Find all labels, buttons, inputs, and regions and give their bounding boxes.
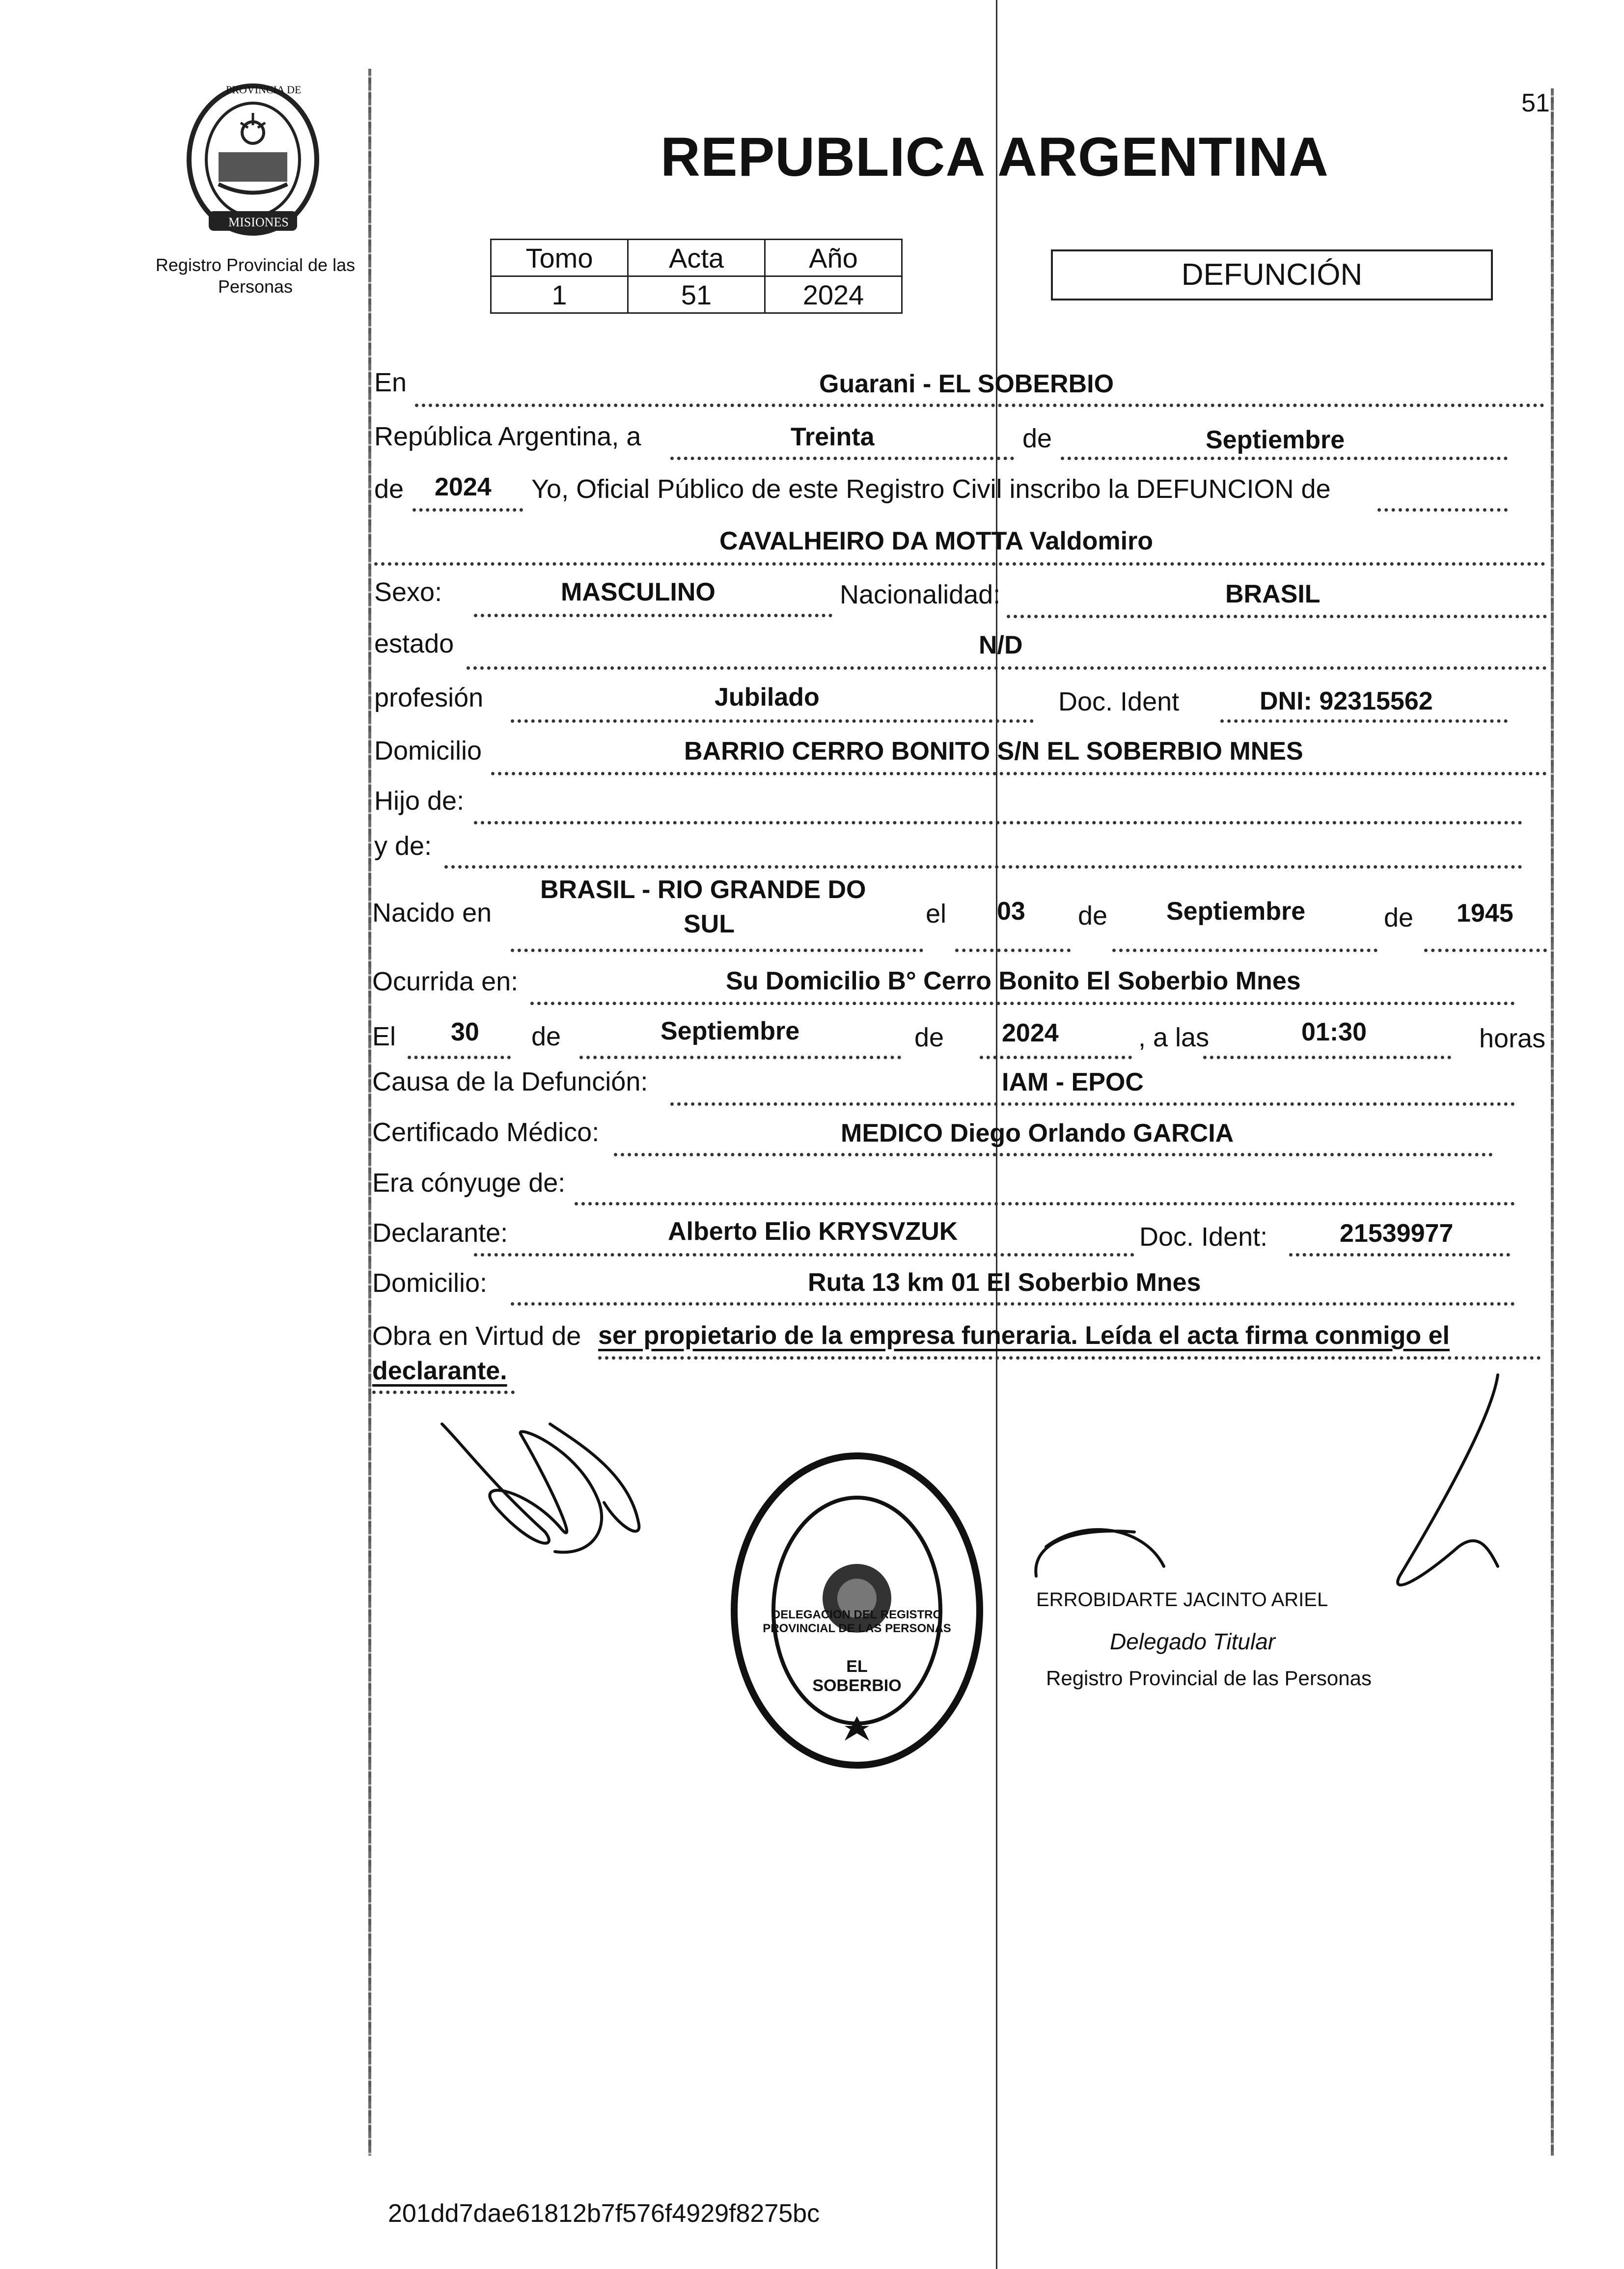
name-dots [374,562,1545,566]
estado-dots [467,666,1547,670]
month-text: Septiembre [1206,426,1345,454]
official-signature-icon [1017,1370,1527,1655]
doc2-value: 21539977 [1340,1219,1454,1248]
de1-label: de [1022,424,1052,453]
table-header-acta: Acta [628,240,765,276]
doc2-label: Doc. Ident: [1139,1222,1268,1252]
en-value: Guarani - EL SOBERBIO [819,370,1114,398]
birth-year-dots [1424,949,1547,952]
obra-dots-2 [372,1391,515,1394]
de2-label: de [374,474,404,504]
signatory-role: Delegado Titular [1110,1629,1276,1654]
sexo-label: Sexo: [374,577,442,607]
birth-day: 03 [997,897,1025,926]
de6-label: de [914,1023,944,1052]
de3-label: de [1078,901,1108,930]
month-dots [1061,457,1508,460]
certificado-label: Certificado Médico: [372,1118,600,1147]
table-value-acta: 51 [628,276,765,313]
declarante-dots [474,1253,1134,1257]
death-day-dots [408,1056,511,1059]
causa-value: IAM - EPOC [1002,1068,1144,1096]
ocurrida-dots [530,1002,1515,1005]
doc-dots [1220,719,1508,723]
page-number: 51 [1521,89,1550,117]
death-month-dots [579,1056,901,1059]
causa-label: Causa de la Defunción: [372,1067,648,1096]
doc-label: Doc. Ident [1058,687,1180,716]
death-day: 30 [451,1018,479,1046]
signatory-name: ERROBIDARTE JACINTO ARIEL [1036,1589,1328,1611]
doc-value: DNI: 92315562 [1260,687,1433,715]
signatory-office: Registro Provincial de las Personas [1046,1667,1372,1690]
left-margin-line [368,69,371,2156]
birth-month-dots [1112,949,1377,952]
table-header-tomo: Tomo [491,240,628,276]
de5-label: de [531,1022,561,1051]
certificado-value: MEDICO Diego Orlando GARCIA [841,1119,1234,1148]
yo-dots [1377,508,1508,512]
el-label: el [926,899,947,929]
nacido-place-line1: BRASIL - RIO GRANDE DO [540,875,866,904]
profesion-value: Jubilado [715,683,820,711]
stamp-ring-text: DELEGACION DEL REGISTRO PROVINCIAL DE LAS PERSONAS [763,1608,951,1635]
record-table [490,239,903,314]
domicilio-dots [491,772,1547,775]
sexo-value: MASCULINO [561,578,716,606]
death-year-dots [980,1056,1132,1059]
yde-dots [444,865,1522,869]
domicilio-value: BARRIO CERRO BONITO S/N EL SOBERBIO MNES [684,737,1303,765]
obra-value-line1: ser propietario de la empresa funeraria. Leída el acta firma conmigo el [598,1321,1450,1350]
obra-dots [598,1356,1541,1360]
conyuge-label: Era cónyuge de: [372,1168,566,1198]
declarante-value: Alberto Elio KRYSVZUK [668,1217,958,1246]
death-month: Septiembre [661,1017,800,1045]
nacionalidad-label: Nacionalidad: [840,580,1001,609]
birth-day-dots [955,949,1071,952]
doc2-dots [1289,1253,1510,1257]
causa-dots [670,1102,1515,1106]
domicilio2-value: Ruta 13 km 01 El Soberbio Mnes [808,1268,1201,1297]
obra-label: Obra en Virtud de [372,1321,581,1351]
domicilio2-dots [511,1302,1515,1306]
horas-label: horas [1479,1024,1546,1053]
certificado-dots [614,1153,1493,1156]
nacionalidad-dots [1007,615,1547,618]
estado-label: estado [374,629,454,658]
death-time: 01:30 [1301,1018,1367,1046]
day-text: Treinta [791,423,875,451]
yo-label: Yo, Oficial Público de este Registro Civil inscribo la DEFUNCION de [531,474,1331,504]
registry-label: Registro Provincial de las Personas [155,255,356,297]
declarante-label: Declarante: [372,1218,508,1248]
alas-label: , a las [1138,1023,1210,1052]
conyuge-dots [575,1202,1515,1205]
table-header-anio: Año [765,240,902,276]
en-label: En [374,368,407,397]
deceased-name: CAVALHEIRO DA MOTTA Valdomiro [719,527,1154,555]
table-value-anio: 2024 [765,276,902,313]
sexo-dots [474,614,832,617]
de4-label: de [1384,903,1414,932]
death-year: 2024 [1002,1019,1059,1047]
domicilio-label: Domicilio [374,736,482,765]
seal-text-top: PROVINCIA DE [226,83,302,96]
birth-year: 1945 [1457,899,1514,928]
obra-value-line2: declarante. [372,1357,507,1385]
yde-label: y de: [374,831,432,861]
ocurrida-label: Ocurrida en: [372,967,519,996]
declarant-signature-icon [432,1404,648,1581]
document-hash: 201dd7dae61812b7f576f4929f8275bc [388,2199,820,2228]
stamp-inner-text: EL SOBERBIO [812,1657,902,1695]
birth-month: Septiembre [1166,897,1306,926]
domicilio2-label: Domicilio: [372,1268,488,1298]
hijo-dots [474,821,1522,824]
official-stamp-icon [727,1451,987,1770]
profesion-label: profesión [374,683,484,712]
year-dots [413,508,523,512]
profesion-dots [511,719,1034,723]
death-time-dots [1203,1056,1451,1059]
table-value-tomo: 1 [491,276,628,313]
hijo-label: Hijo de: [374,786,465,816]
act-type-box: DEFUNCIÓN [1051,249,1493,301]
day-dots [670,457,1014,460]
estado-value: N/D [979,631,1023,659]
nacido-place-dots [511,949,923,952]
right-margin-line [1551,88,1554,2156]
el2-label: El [372,1022,396,1051]
provincial-seal-icon [179,79,327,241]
en-dots [415,404,1544,407]
seal-text-bottom: MISIONES [228,215,289,229]
page-title: REPUBLICA ARGENTINA [661,126,1329,188]
republica-label: República Argentina, a [374,422,641,451]
nacido-label: Nacido en [372,898,492,928]
year-value: 2024 [435,473,492,501]
ocurrida-value: Su Domicilio B° Cerro Bonito El Soberbio Mnes [726,967,1301,995]
nacido-place-line2: SUL [684,910,735,938]
nacionalidad-value: BRASIL [1225,580,1321,608]
